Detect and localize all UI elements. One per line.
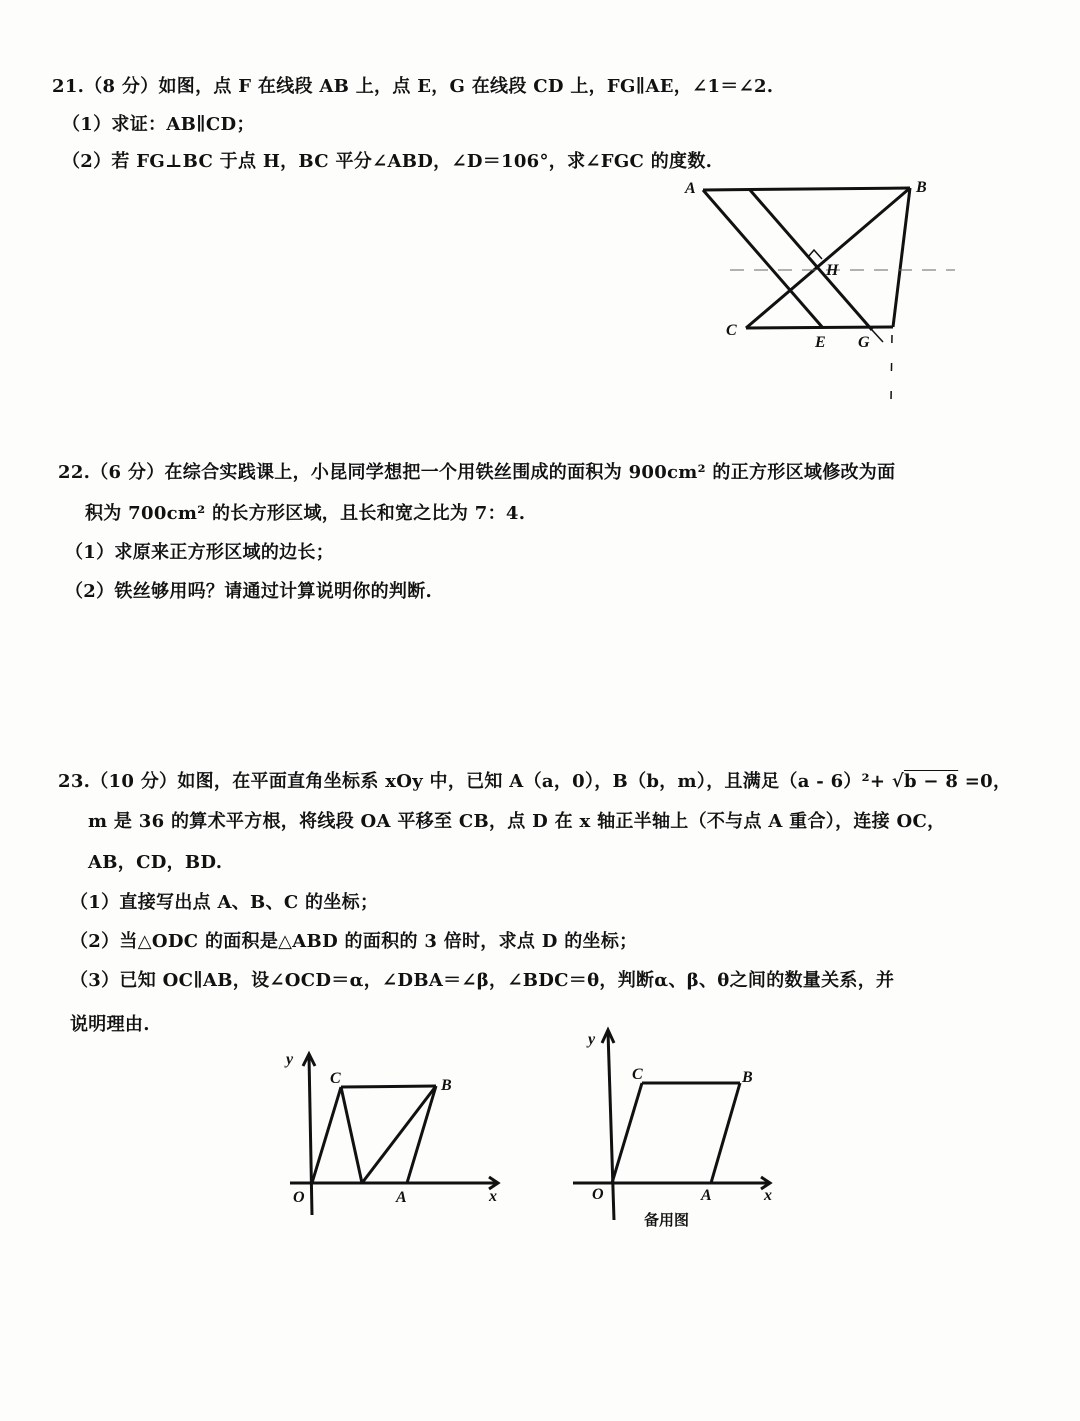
- q23-part1: （1）直接写出点 A、B、C 的坐标；: [70, 892, 379, 913]
- q23-stem-1a: 23.（10 分）如图，在平面直角坐标系 xOy 中，已知 A（a，0），B（b，m），且满足（a - 6）²+ √: [58, 771, 904, 792]
- q23-stem-3: AB，CD，BD.: [88, 852, 223, 873]
- label-O: O: [592, 1186, 604, 1203]
- label-B: B: [441, 1077, 452, 1094]
- label-C: C: [726, 322, 737, 339]
- q22-part1: （1）求原来正方形区域的边长；: [65, 542, 335, 563]
- label-E: E: [815, 334, 826, 351]
- q23-part3: （3）已知 OC∥AB，设∠OCD＝α，∠DBA＝∠β，∠BDC＝θ，判断α、β、θ之间的数量关系，并: [70, 970, 895, 991]
- q23-stem-1: [58, 767, 1011, 793]
- q21-stem: 21.（8 分）如图，点 F 在线段 AB 上，点 E，G 在线段 CD 上，FG∥AE，∠1＝∠2.: [52, 76, 774, 97]
- label-y: y: [588, 1031, 596, 1048]
- q23-stem-2: m 是 36 的算术平方根，将线段 OA 平移至 CB，点 D 在 x 轴正半轴上（不与点 A 重合），连接 OC，: [88, 811, 946, 832]
- q23-part2: （2）当△ODC 的面积是△ABD 的面积的 3 倍时，求点 D 的坐标；: [70, 931, 638, 952]
- q22-part2: （2）铁丝够用吗？请通过计算说明你的判断.: [65, 581, 433, 602]
- label-C: C: [330, 1070, 341, 1087]
- label-A: A: [396, 1189, 407, 1206]
- spare-figure-caption: 备用图: [644, 1211, 690, 1229]
- q23-figure-main: [290, 1054, 498, 1215]
- label-A: A: [685, 180, 696, 197]
- label-y: y: [286, 1051, 294, 1068]
- q23-stem-1c: =0，: [958, 771, 1012, 792]
- label-H: H: [826, 262, 839, 279]
- q21-part2: （2）若 FG⊥BC 于点 H，BC 平分∠ABD，∠D＝106°，求∠FGC 的度数.: [62, 151, 713, 172]
- q21-part1: （1）求证：AB∥CD；: [62, 114, 255, 135]
- q21-figure: [703, 188, 955, 402]
- label-B: B: [916, 179, 927, 196]
- label-x: x: [764, 1187, 772, 1204]
- label-x: x: [489, 1188, 497, 1205]
- label-B: B: [742, 1069, 753, 1086]
- label-A: A: [701, 1187, 712, 1204]
- label-C: C: [632, 1066, 643, 1083]
- q22-stem-2: 积为 700cm² 的长方形区域，且长和宽之比为 7：4.: [85, 503, 526, 524]
- q22-stem-1: 22.（6 分）在综合实践课上，小昆同学想把一个用铁丝围成的面积为 900cm² 的正方形区域修改为面: [58, 462, 896, 483]
- q23-part3-cont: 说明理由.: [70, 1014, 150, 1035]
- label-O: O: [293, 1189, 305, 1206]
- label-G: G: [858, 334, 870, 351]
- sqrt-radicand: b − 8: [903, 771, 959, 792]
